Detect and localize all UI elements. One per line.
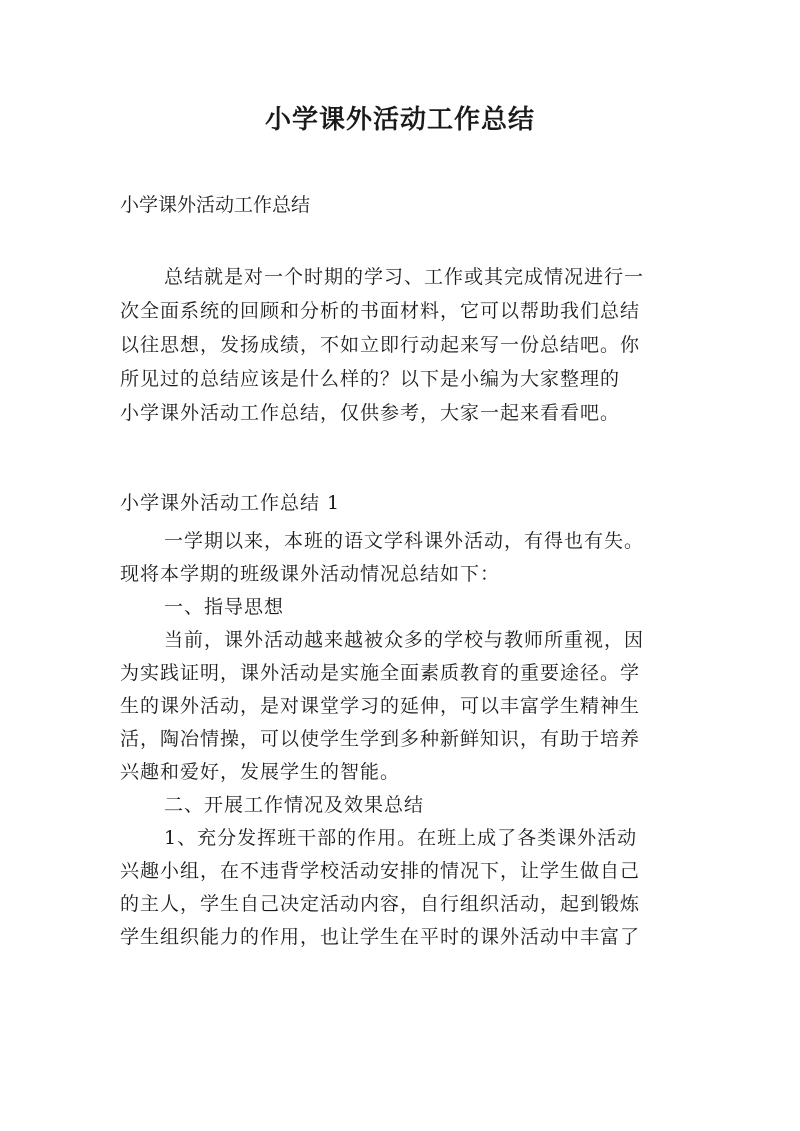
body-line: 当前，课外活动越来越被众多的学校与教师所重视，因	[164, 629, 645, 651]
document-subtitle: 小学课外活动工作总结	[120, 194, 311, 216]
body-line: 生的课外活动，是对课堂学习的延伸，可以丰富学生精神生	[120, 695, 641, 717]
intro-line: 小学课外活动工作总结，仅供参考，大家一起来看看吧。	[120, 402, 621, 424]
subheading-guiding-thought: 一、指导思想	[164, 596, 285, 618]
intro-paragraph	[120, 260, 700, 430]
intro-line: 次全面系统的回顾和分析的书面材料，它可以帮助我们总结	[120, 300, 641, 322]
body-line: 兴趣小组，在不违背学校活动安排的情况下，让学生做自己	[120, 860, 641, 882]
intro-line: 所见过的总结应该是什么样的？以下是小编为大家整理的	[120, 368, 621, 390]
body-line: 兴趣和爱好，发展学生的智能。	[120, 761, 401, 783]
body-line: 为实践证明，课外活动是实施全面素质教育的重要途径。学	[120, 662, 641, 684]
intro-line: 总结就是对一个时期的学习、工作或其完成情况进行一	[164, 266, 645, 288]
page-title: 小学课外活动工作总结	[264, 105, 535, 135]
body-line: 学生组织能力的作用，也让学生在平时的课外活动中丰富了	[120, 926, 641, 948]
body-line: 活，陶冶情操，可以使学生学到多种新鲜知识，有助于培养	[120, 728, 641, 750]
subheading-work-summary: 二、开展工作情况及效果总结	[164, 794, 425, 816]
section-heading	[120, 486, 700, 520]
intro-line: 以往思想，发扬成绩，不如立即行动起来写一份总结吧。你	[120, 334, 641, 356]
body-line: 的主人，学生自己决定活动内容，自行组织活动，起到锻炼	[120, 893, 641, 915]
body-line: 现将本学期的班级课外活动情况总结如下：	[120, 563, 501, 585]
section-heading-text: 小学课外活动工作总结 1	[120, 492, 341, 514]
body-line: 一学期以来，本班的语文学科课外活动，有得也有失。	[164, 530, 645, 552]
section-body	[120, 525, 700, 954]
body-line: 1、充分发挥班干部的作用。在班上成了各类课外活动	[164, 827, 638, 849]
